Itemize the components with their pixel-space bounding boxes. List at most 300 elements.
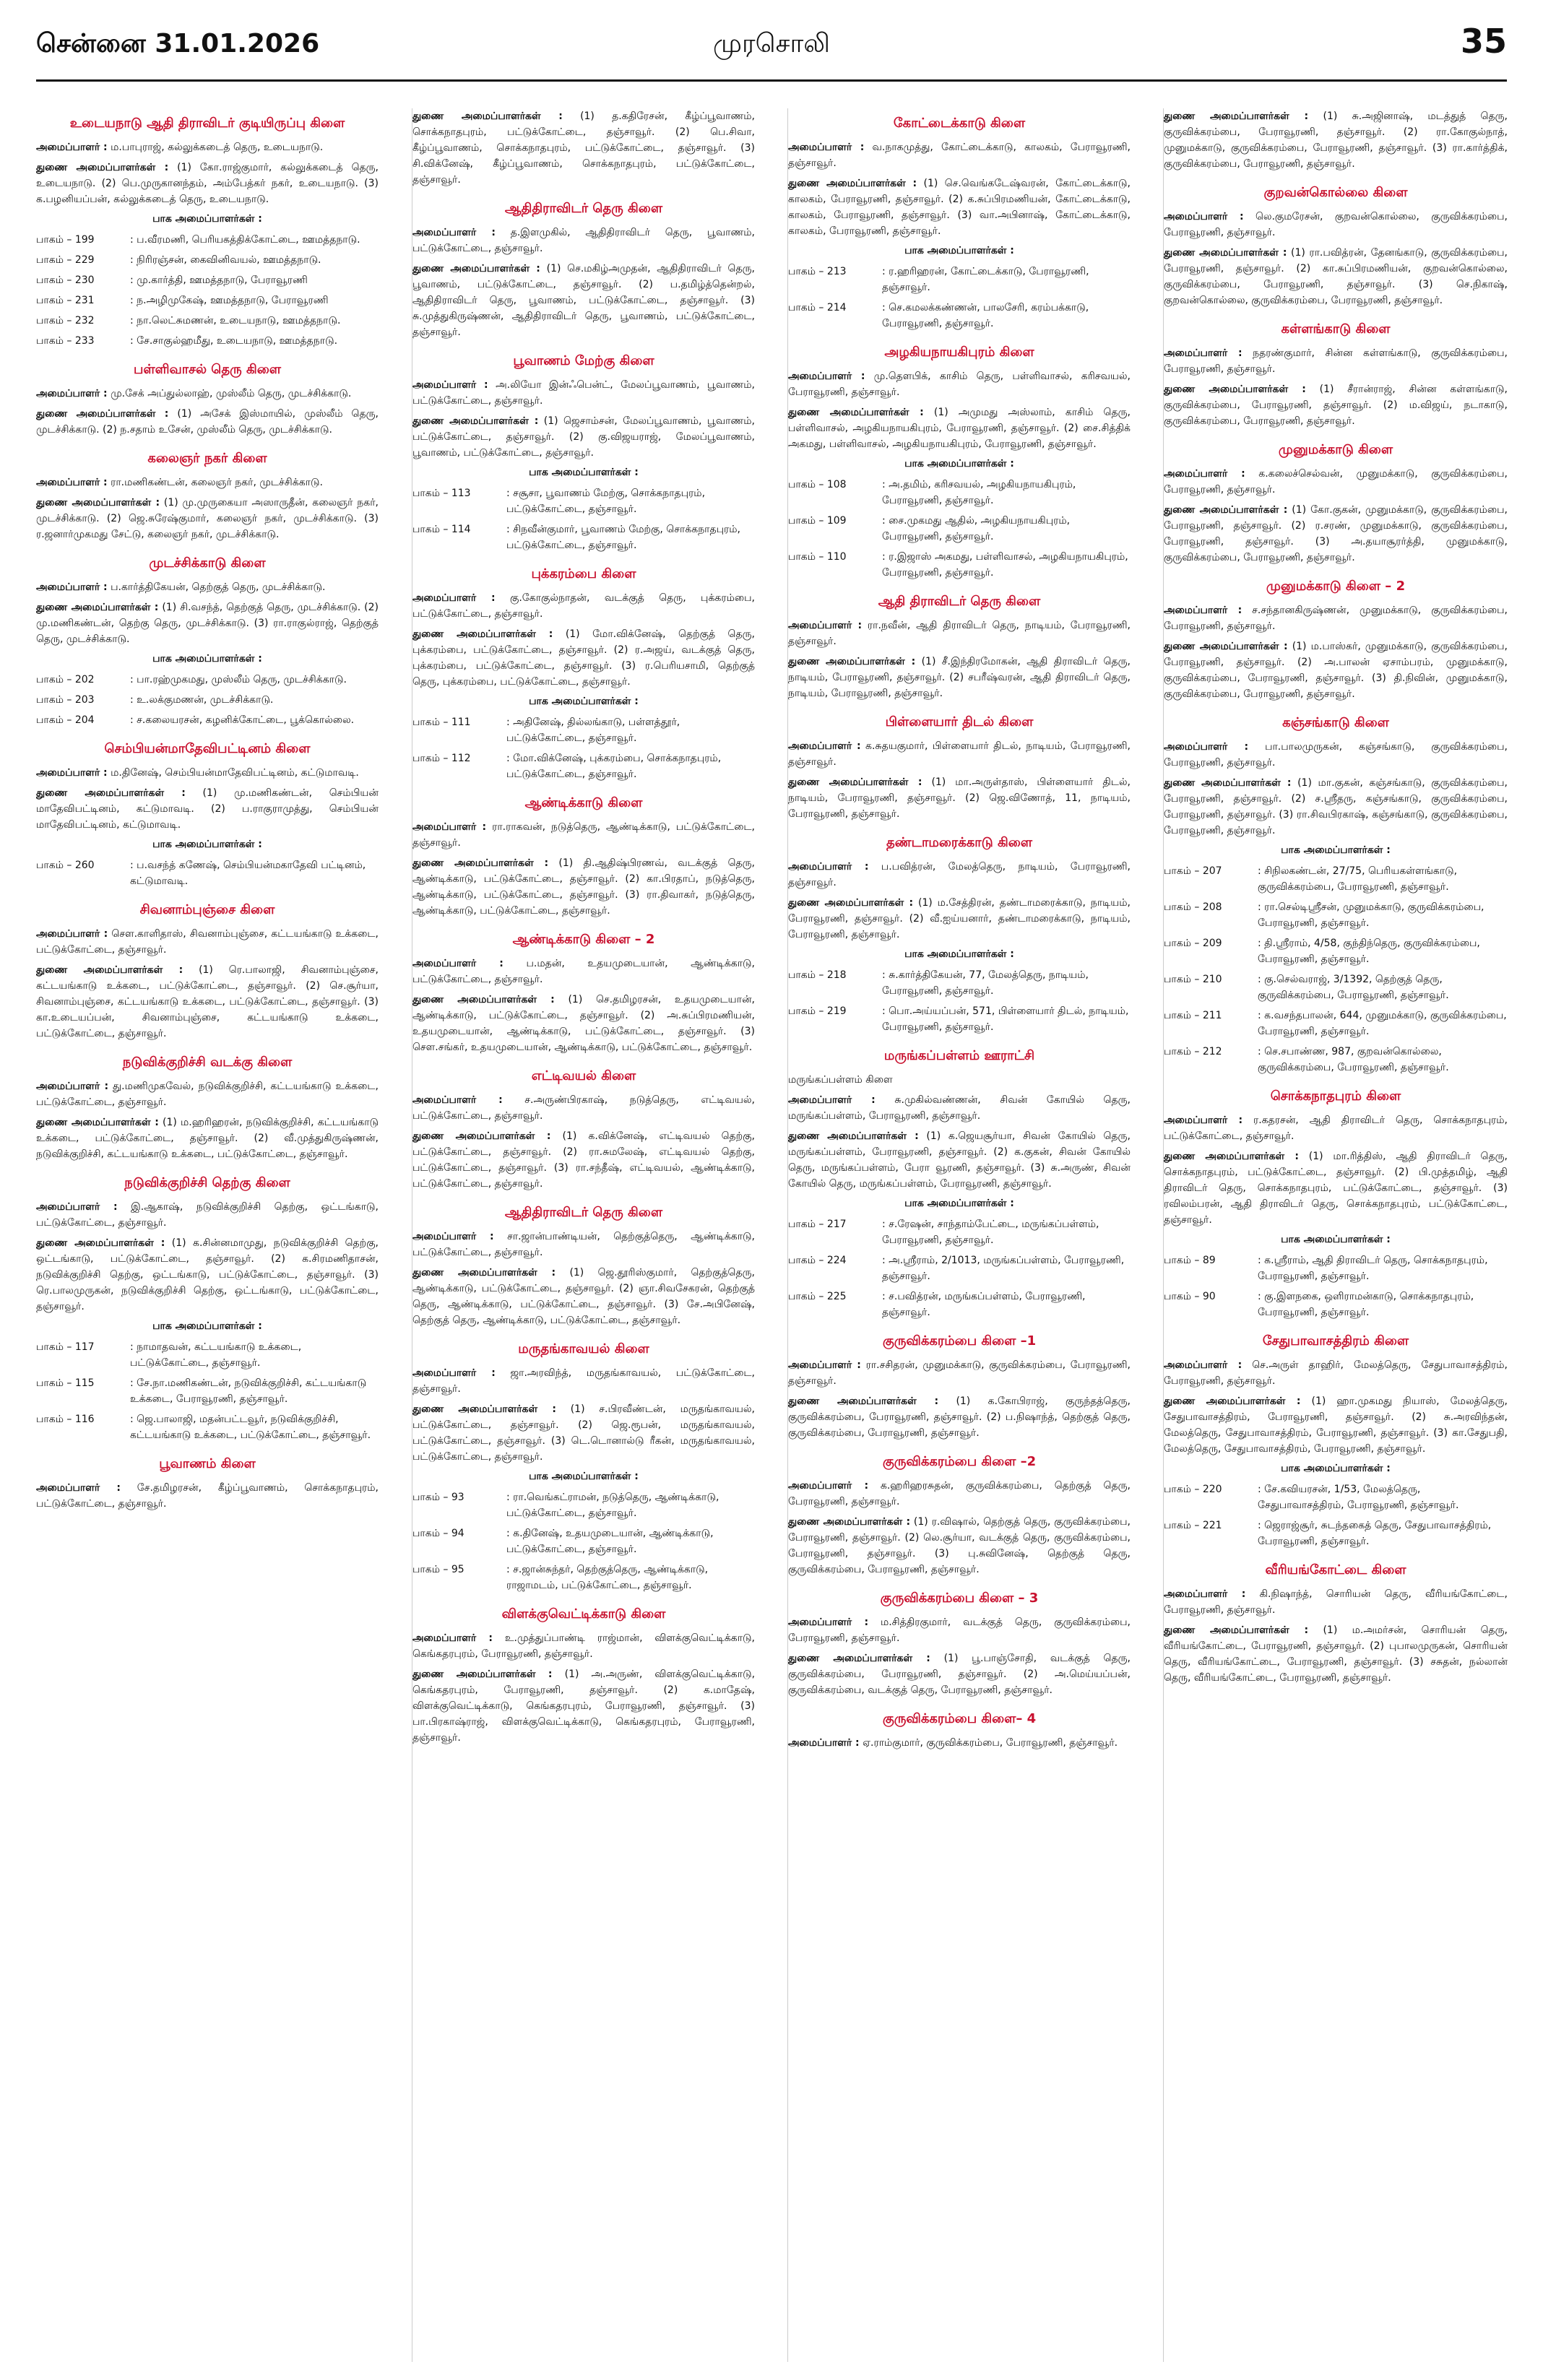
branch-title: எட்டிவயல் கிளை [531, 1068, 636, 1083]
section-number: பாகம் – 203 [36, 694, 95, 706]
section-organizers-heading: பாக அமைப்பாளர்கள் : [1281, 844, 1391, 856]
branch-section [788, 345, 1131, 581]
section-organizers-heading: பாக அமைப்பாளர்கள் : [904, 458, 1014, 469]
organizer-line [788, 738, 1131, 770]
columns-container [36, 108, 1507, 2362]
section-organizer-name: : க.வசந்தபாலன், 644, முனுமக்காடு, குருவிக்கரம்பை, பேராவூரணி, தஞ்சாவூர். [1258, 1010, 1507, 1037]
branch-title: முனுமக்காடு கிளை – 2 [1266, 579, 1406, 594]
deputy-text: (1) பூ.பாஞ்சோதி, வடக்குத் தெரு, குருவிக்கரம்பை, பேராவூரணி, தஞ்சாவூர். (2) அ.மெய்யப்பன், குருவிக்கரம்பை, வடக்குத் தெரு, பேராவூரணி, தஞ்சாவூர். [788, 1653, 1131, 1696]
deputy-organizers-line [412, 1666, 755, 1746]
deputy-organizers-line [412, 626, 755, 690]
branch-section [36, 116, 379, 349]
section-organizer-name: : ர.ஹரிஹரன், கோட்டைக்காடு, பேராவூரணி, தஞ்சாவூர். [882, 266, 1089, 293]
section-organizer-row [788, 967, 1131, 999]
deputy-label: துணை அமைப்பாளர்கள் : [1164, 247, 1287, 259]
organizer-text: க.சுதயகுமார், பிள்ளையார் திடல், நாடியம், பேராவூரணி, தஞ்சாவூர். [788, 740, 1131, 768]
section-organizer-row [412, 522, 755, 553]
section-organizer-row [412, 1489, 755, 1521]
deputy-organizers-line [788, 895, 1131, 943]
organizer-line [1164, 345, 1508, 377]
organizer-label: அமைப்பாளர் : [788, 861, 869, 873]
branch-section [1164, 108, 1508, 172]
organizer-line [412, 377, 755, 409]
branch-section [788, 1048, 1131, 1320]
deputy-label: துணை அமைப்பாளர்கள் : [412, 628, 553, 640]
branch-section [36, 555, 379, 728]
organizer-text: ரா.மணிகண்டன், கலைஞர் நகர், முடச்சிக்காடு. [111, 477, 323, 488]
deputy-label: துணை அமைப்பாளர்கள் : [412, 994, 555, 1005]
deputy-organizers-line [1164, 381, 1508, 429]
section-number: பாகம் – 230 [36, 274, 95, 286]
section-organizer-name: : ஜெ.பாலாஜி, மதன்பட்டவூர், நடுவிக்குறிச்சி, கட்டயங்காடு உக்கடை, பட்டுக்கோட்டை, தஞ்சாவூர். [130, 1414, 371, 1441]
section-organizer-name: : சே.நா.மணிகண்டன், நடுவிக்குறிச்சி, கட்டயங்காடு உக்கடை, பேராவூரணி, தஞ்சாவூர். [130, 1377, 367, 1405]
branch-title: ஆதிதிராவிடர் தெரு கிளை [504, 1205, 663, 1220]
section-organizer-name: : ரா.வெங்கட்ராமன், நடுத்தெரு, ஆண்டிக்காடு, பட்டுக்கோட்டை, தஞ்சாவூர். [506, 1492, 719, 1519]
organizer-text: க.கலைச்செல்வன், முனுமக்காடு, குருவிக்கரம்பை, பேராவூரணி, தஞ்சாவூர். [1164, 468, 1508, 496]
organizer-line [1164, 466, 1508, 498]
deputy-label: துணை அமைப்பாளர்கள் : [412, 1669, 553, 1680]
organizer-text: வ.நாகமுத்து, கோட்டைக்காடு, காலகம், பேராவூரணி, தஞ்சாவூர். [788, 142, 1131, 169]
section-organizer-name: : க.ஸ்ரீராம், ஆதி திராவிடர் தெரு, சொக்கநாதபுரம், பேராவூரணி, தஞ்சாவூர். [1258, 1255, 1488, 1282]
column-2 [412, 108, 755, 2362]
section-organizer-name: : க.தினேஷ், உதயமுடையான், ஆண்டிக்காடு, பட்டுக்கோட்டை, தஞ்சாவூர். [506, 1528, 714, 1555]
section-organizer-row [1164, 1252, 1508, 1284]
branch-section [36, 362, 379, 438]
deputy-label: துணை அமைப்பாளர்கள் : [1164, 641, 1288, 652]
section-organizer-name: : சே.கவியரசன், 1/53, மேலத்தெரு, சேதுபாவாசத்திரம், பேராவூரணி, தஞ்சாவூர். [1258, 1484, 1459, 1511]
organizer-line [788, 859, 1131, 891]
organizer-line [36, 579, 379, 595]
branch-title: நடுவிக்குறிச்சி வடக்கு கிளை [122, 1055, 293, 1070]
section-number: பாகம் – 229 [36, 254, 95, 266]
organizer-label: அமைப்பாளர் : [1164, 1359, 1242, 1371]
organizer-line [412, 1630, 755, 1662]
deputy-text: (1) தி.ஆதிஷ்பிரணவ், வடக்குத் தெரு, ஆண்டிக்காடு, பட்டுக்கோட்டை, தஞ்சாவூர். (2) கா.பிரதாப், நடுத்தெரு, ஆண்டிக்காடு, பட்டுக்கோட்டை, தஞ்சாவூர். (3) ரா.திவாகர், நடுத்தெரு, ஆண்டிக்காடு, பட்டுக்கோட்டை, தஞ்சாவூர். [412, 857, 755, 917]
branch-title: பிள்ளையார் திடல் கிளை [885, 714, 1034, 730]
deputy-text: (1) ம.அமர்சன், சொரியன் தெரு, வீரியங்கோட்டை, பேராவூரணி, தஞ்சாவூர். (2) புபாலமுருகன், சொரியன் தெரு, வீரியங்கோட்டை, பேராவூரணி, தஞ்சாவூர். (3) சசுதன், நல்லான் தெரு, வீரியங்கோட்டை, பேராவூரணி, தஞ்சாவூர். [1164, 1624, 1508, 1684]
branch-subtitle: மருங்கப்பள்ளம் கிளை [788, 1074, 893, 1086]
branch-section [1164, 185, 1508, 308]
section-organizer-name: : ச.ஜான்சுந்தர், தெற்குத்தெரு, ஆண்டிக்காடு, ராஜாமடம், பட்டுக்கோட்டை, தஞ்சாவூர். [506, 1564, 709, 1591]
organizer-label: அமைப்பாளர் : [1164, 347, 1242, 359]
organizer-text: ச.சந்தானகிருஷ்ணன், முனுமக்காடு, குருவிக்கரம்பை, பேராவூரணி, தஞ்சாவூர். [1164, 605, 1508, 632]
section-organizer-name: : மு.கார்த்தி, ஊமத்தநாடு, பேராவூரணி [130, 274, 308, 286]
section-organizers-heading: பாக அமைப்பாளர்கள் : [529, 1471, 639, 1482]
organizer-line [36, 1199, 379, 1231]
section-organizer-name: : பா.ரஹ்முகமது, முஸ்லீம் தெரு, முடச்சிக்காடு. [130, 674, 347, 685]
section-organizers-heading: பாக அமைப்பாளர்கள் : [1281, 1234, 1391, 1245]
section-organizer-row [36, 333, 379, 349]
deputy-text: (1) சு.அஜினாஷ், மடத்துத் தெரு, குருவிக்கரம்பை, பேராவூரணி, தஞ்சாவூர். (2) ரா.கோகுல்நாத், முனுமக்காடு, குருவிக்கரம்பை, பேராவூரணி, தஞ்சாவூர். (3) ரா.கார்த்திக், குருவிக்கரம்பை, பேராவூரணி, தஞ்சாவூர். [1164, 111, 1508, 170]
section-organizer-row [412, 1526, 755, 1557]
deputy-text: (1) க.ஜெயசூர்யா, சிவன் கோயில் தெரு, மருங்கப்பள்ளம், பேராவூரணி, தஞ்சாவூர். (2) க.குகன், சிவன் கோயில் தெரு, மருங்கப்பள்ளம், பேரா வூரணி, தஞ்சாவூர். (3) சு.அருண், சிவன் கோயில் தெரு, மருங்கப்பள்ளம், பேராவூரணி, தஞ்சாவூர். [788, 1130, 1131, 1190]
section-organizer-name: : ஜெராஜ்சூர், சுடந்தகைத் தெரு, சேதுபாவாசத்திரம், பேராவூரணி, தஞ்சாவூர். [1258, 1520, 1492, 1547]
section-organizer-row [36, 232, 379, 248]
organizer-line [36, 386, 379, 402]
organizer-label: அமைப்பாளர் : [1164, 1115, 1243, 1126]
organizer-label: அமைப்பாளர் : [788, 1359, 861, 1371]
branch-section [1164, 715, 1508, 1076]
section-organizers-heading: பாக அமைப்பாளர்கள் : [152, 839, 262, 850]
organizer-line [788, 1092, 1131, 1124]
organizer-text: த.இளமுகில், ஆதிதிராவிடர் தெரு, பூவாணம், பட்டுக்கோட்டை, தஞ்சாவூர். [412, 227, 755, 254]
section-number: பாகம் – 208 [1164, 901, 1222, 913]
organizer-line [788, 1478, 1131, 1510]
organizer-text: இ.ஆகாஷ், நடுவிக்குறிச்சி தெற்கு, ஒட்டங்காடு, பட்டுக்கோட்டை, தஞ்சாவூர். [36, 1201, 379, 1229]
deputy-organizers-line [1164, 502, 1508, 566]
deputy-text: (1) அசேக் இஸ்மாயில், முஸ்லீம் தெரு, முடச்சிக்காடு. (2) ந.சதாம் உசேன், முஸ்லீம் தெரு, முடச்சிக்காடு. [36, 408, 379, 436]
deputy-label: துணை அமைப்பாளர்கள் : [788, 178, 917, 189]
deputy-text: (1) த.கதிரேசன், கீழ்ப்பூவாணம், சொக்கநாதபுரம், பட்டுக்கோட்டை, தஞ்சாவூர். (2) பெ.சிவா, கீழ்ப்பூவாணம், சொக்கநாதபுரம், பட்டுக்கோட்டை, தஞ்சாவூர். (3) சி.விக்னேஷ், கீழ்ப்பூவாணம், சொக்கநாதபுரம், பட்டுக்கோட்டை, தஞ்சாவூர். [412, 111, 755, 186]
deputy-label: துணை அமைப்பாளர்கள் : [1164, 777, 1292, 789]
organizer-line [1164, 739, 1508, 771]
deputy-label: துணை அமைப்பாளர்கள் : [788, 407, 924, 418]
section-organizer-row [788, 513, 1131, 545]
organizer-text: சா.ஜான்பாண்டியன், தெற்குத்தெரு, ஆண்டிக்காடு, பட்டுக்கோட்டை, தஞ்சாவூர். [412, 1231, 755, 1258]
deputy-label: துணை அமைப்பாளர்கள் : [36, 1117, 159, 1128]
section-number: பாகம் – 217 [788, 1219, 847, 1230]
deputy-text: (1) க.விக்னேஷ், எட்டிவயல் தெற்கு, பட்டுக்கோட்டை, தஞ்சாவூர். (2) ரா.சுமலேஷ், எட்டிவயல் தெற்கு, பட்டுக்கோட்டை, தஞ்சாவூர். (3) ரா.சந்தீஷ், எட்டிவயல், ஆண்டிக்காடு, பட்டுக்கோட்டை, தஞ்சாவூர். [412, 1130, 755, 1190]
section-number: பாகம் – 260 [36, 860, 95, 871]
branch-title: வீரியங்கோட்டை கிளை [1265, 1562, 1406, 1578]
section-organizer-row [412, 750, 755, 782]
section-organizer-row [788, 549, 1131, 581]
organizer-text: பா.பாலமுருகன், கஞ்சங்காடு, குருவிக்கரம்பை, பேராவூரணி, தஞ்சாவூர். [1164, 741, 1508, 769]
organizer-label: அமைப்பாளர் : [36, 1482, 121, 1494]
masthead [36, 22, 1507, 72]
organizer-text: ஏ.ராம்குமார், குருவிக்கரம்பை, பேராவூரணி, தஞ்சாவூர். [863, 1737, 1118, 1749]
organizer-label: அமைப்பாளர் : [1164, 741, 1249, 753]
organizer-text: து.மணிமுகவேல், நடுவிக்குறிச்சி, கட்டயங்காடு உக்கடை, பட்டுக்கோட்டை, தஞ்சாவூர். [36, 1081, 379, 1108]
organizer-line [36, 475, 379, 490]
section-number: பாகம் – 110 [788, 551, 847, 563]
organizer-label: அமைப்பாளர் : [412, 958, 503, 969]
organizer-text: சு.முகில்வண்ணன், சிவன் கோயில் தெரு, மருங்கப்பள்ளம், பேராவூரணி, தஞ்சாவூர். [788, 1094, 1131, 1122]
branch-title: குருவிக்கரம்பை கிளை – 3 [880, 1591, 1039, 1606]
deputy-organizers-line [788, 774, 1131, 822]
section-organizer-row [1164, 1518, 1508, 1549]
deputy-label: துணை அமைப்பாளர்கள் : [788, 1653, 930, 1664]
branch-title: சொக்கநாதபுரம் கிளை [1270, 1089, 1401, 1104]
section-organizer-row [788, 1252, 1131, 1284]
deputy-label: துணை அமைப்பாளர்கள் : [412, 415, 539, 427]
deputy-organizers-line [1164, 1393, 1508, 1457]
section-organizer-row [36, 272, 379, 288]
branch-title: குருவிக்கரம்பை கிளை –1 [882, 1333, 1037, 1349]
branch-section [412, 1341, 755, 1593]
edition-date: சென்னை 31.01.2026 [36, 29, 320, 59]
section-organizers-heading: பாக அமைப்பாளர்கள் : [152, 653, 262, 665]
section-organizer-name: : நா.லெட்சுமணன், உடையநாடு, ஊமத்தநாடு. [130, 315, 341, 326]
deputy-label: துணை அமைப்பாளர்கள் : [36, 964, 183, 976]
deputy-text: (1) மோ.விக்னேஷ், தெற்குத் தெரு, புக்கரம்பை, பட்டுக்கோட்டை, தஞ்சாவூர். (2) ர.அஜய், வடக்குத் தெரு, புக்கரம்பை, பட்டுக்கோட்டை, தஞ்சாவூர். (3) ர.பெரியசாமி, தெற்குத் தெரு, புக்கரம்பை, பட்டுக்கோட்டை, தஞ்சாவூர். [412, 628, 755, 688]
deputy-organizers-line [1164, 1622, 1508, 1686]
section-organizer-row [788, 1289, 1131, 1320]
deputy-text: (1) சீரான்ராஜ், சின்ன கள்ளங்காடு, குருவிக்கரம்பை, பேராவூரணி, தஞ்சாவூர். (2) ம.விஜய், நடாகாடு, குருவிக்கரம்பை, பேராவூரணி, தஞ்சாவூர். [1164, 384, 1508, 427]
organizer-line [36, 926, 379, 958]
deputy-text: (1) செ.மகிழ்அமுதன், ஆதிதிராவிடர் தெரு, பூவாணம், பட்டுக்கோட்டை, தஞ்சாவூர். (2) ப.தமிழ்த்தென்றல், ஆதிதிராவிடர் தெரு, பூவாணம், பட்டுக்கோட்டை, தஞ்சாவூர். (3) சு.முத்துகிருஷ்ணன், ஆதிதிராவிடர் தெரு, பூவாணம், பட்டுக்கோட்டை, தஞ்சாவூர். [412, 263, 755, 338]
organizer-text: மு.தெளபிக், காசிம் தெரு, பள்ளிவாசல், கரிசவயல், பேராவூரணி, தஞ்சாவூர். [788, 371, 1131, 398]
section-organizers-heading: பாக அமைப்பாளர்கள் : [529, 467, 639, 478]
deputy-organizers-line [36, 600, 379, 647]
section-organizer-name: : சிநவீன்குமார், பூவாணம் மேற்கு, சொக்கநாதபுரம், பட்டுக்கோட்டை, தஞ்சாவூர். [506, 524, 740, 551]
deputy-organizers-line [36, 962, 379, 1042]
branch-section [788, 1454, 1131, 1578]
organizer-label: அமைப்பாளர் : [1164, 1588, 1246, 1600]
column-3 [787, 108, 1131, 2362]
section-organizer-name: : மோ.விக்னேஷ், புக்கரம்பை, சொக்கநாதபுரம், பட்டுக்கோட்டை, தஞ்சாவூர். [506, 753, 722, 780]
organizer-label: அமைப்பாளர் : [412, 1094, 503, 1106]
section-organizer-row [412, 714, 755, 746]
section-number: பாகம் – 225 [788, 1291, 847, 1302]
branch-section [1164, 1089, 1508, 1320]
deputy-text: (1) செ.வெங்கடேஷ்வரன், கோட்டைக்காடு, காலகம், பேராவூரணி, தஞ்சாவூர். (2) க.சுப்பிரமணியன், கோட்டைக்காடு, காலகம், பேராவூரணி, தஞ்சாவூர். (3) வா.அபினாஷ், கோட்டைக்காடு, காலகம், பேராவூரணி, தஞ்சாவூர். [788, 178, 1131, 237]
branch-title: பூவாணம் கிளை [159, 1456, 256, 1471]
organizer-text: லெ.குமரேசன், குறவன்கொல்லை, குருவிக்கரம்பை, பேராவூரணி, தஞ்சாவூர். [1164, 211, 1508, 238]
branch-section [412, 932, 755, 1055]
branch-title: அழகியநாயகிபுரம் கிளை [884, 345, 1034, 360]
branch-title: குருவிக்கரம்பை கிளை –2 [882, 1454, 1037, 1469]
deputy-organizers-line [412, 1128, 755, 1192]
section-number: பாகம் – 115 [36, 1377, 95, 1389]
branch-section [412, 566, 755, 782]
branch-section [36, 1175, 379, 1443]
column-1 [36, 108, 379, 2362]
organizer-line [36, 1078, 379, 1110]
deputy-organizers-line [1164, 245, 1508, 308]
section-number: பாகம் – 204 [36, 714, 95, 726]
organizer-label: அமைப்பாளர் : [412, 821, 487, 833]
organizer-line [412, 590, 755, 622]
organizer-label: அமைப்பாளர் : [36, 388, 108, 399]
organizer-line [788, 368, 1131, 400]
deputy-label: துணை அமைப்பாளர்கள் : [1164, 111, 1309, 122]
section-organizer-name: : ச.பவித்ரன், மருங்கப்பள்ளம், பேராவூரணி, தஞ்சாவூர். [882, 1291, 1086, 1318]
branch-title: மருதங்காவயல் கிளை [518, 1341, 649, 1356]
section-organizers-heading: பாக அமைப்பாளர்கள் : [904, 948, 1014, 960]
branch-title: சேதுபாவாசத்திரம் கிளை [1262, 1333, 1409, 1349]
deputy-label: துணை அமைப்பாளர்கள் : [788, 1516, 911, 1528]
deputy-organizers-line [36, 160, 379, 207]
deputy-organizers-line [788, 1393, 1131, 1441]
section-organizer-row [1164, 972, 1508, 1003]
organizer-text: க.ஹரிஹரசுதன், குருவிக்கரம்பை, தெற்குத் தெரு, பேராவூரணி, தஞ்சாவூர். [788, 1480, 1131, 1507]
section-organizer-row [1164, 1008, 1508, 1039]
section-number: பாகம் – 220 [1164, 1484, 1222, 1495]
organizer-line [412, 1229, 755, 1260]
section-number: பாகம் – 113 [412, 488, 471, 499]
section-organizer-row [36, 692, 379, 708]
deputy-label: துணை அமைப்பாளர்கள் : [36, 408, 169, 420]
branch-section [412, 1068, 755, 1192]
deputy-organizers-line [1164, 108, 1508, 172]
organizer-label: அமைப்பாளர் : [412, 227, 496, 238]
deputy-label: துணை அமைப்பாளர்கள் : [412, 1267, 556, 1278]
section-organizers-heading: பாக அமைப்பாளர்கள் : [529, 696, 639, 707]
deputy-label: துணை அமைப்பாளர்கள் : [412, 1130, 551, 1142]
deputy-text: (1) சி.வசந்த், தெற்குத் தெரு, முடச்சிக்காடு. (2) மு.மணிகண்டன், தெற்கு தெரு, முடச்சிக்காடு. (3) ரா.ராகுல்ராஜ், தெற்குத் தெரு, முடச்சிக்காடு. [36, 602, 379, 645]
section-organizer-name: : செ.கமலக்கண்ணன், பாலசேரி, கரம்பக்காடு, பேராவூரணி, தஞ்சாவூர். [882, 302, 1089, 329]
organizer-text: கு.கோகுல்நாதன், வடக்குத் தெரு, புக்கரம்பை, பட்டுக்கோட்டை, தஞ்சாவூர். [412, 592, 755, 620]
organizer-line [1164, 1586, 1508, 1618]
organizer-text: சே.தமிழரசன், கீழ்ப்பூவாணம், சொக்கநாதபுரம், பட்டுக்கோட்டை, தஞ்சாவூர். [36, 1482, 379, 1510]
branch-section [36, 741, 379, 889]
organizer-label: அமைப்பாளர் : [412, 379, 488, 391]
organizer-text: ம.சித்திரகுமார், வடக்குத் தெரு, குருவிக்கரம்பை, பேராவூரணி, தஞ்சாவூர். [788, 1617, 1131, 1644]
branch-section [412, 1205, 755, 1328]
organizer-label: அமைப்பாளர் : [788, 1094, 876, 1106]
deputy-organizers-line [788, 654, 1131, 701]
section-organizer-name: : கு.இளநகை, ஒளிராமன்காடு, சொக்கநாதபுரம், பேராவூரணி, தஞ்சாவூர். [1258, 1291, 1474, 1318]
deputy-organizers-line [412, 855, 755, 919]
section-number: பாகம் – 199 [36, 234, 95, 246]
organizer-line [36, 1480, 379, 1512]
section-number: பாகம் – 218 [788, 969, 847, 981]
section-organizer-row [788, 1216, 1131, 1248]
section-organizers-heading: பாக அமைப்பாளர்கள் : [152, 213, 262, 225]
deputy-text: (1) ரெ.பாலாஜி, சிவனாம்புஞ்சை, கட்டயங்காடு உக்கடை, பட்டுக்கோட்டை, தஞ்சாவூர். (2) செ.சூர்யா, சிவனாம்புஞ்சை, கட்டயங்காடு உக்கடை, பட்டுக்கோட்டை, தஞ்சாவூர். (3) கா.உடையப்பன், சிவனாம்புஞ்சை, கட்டயங்காடு உக்கடை, பட்டுக்கோட்டை, தஞ்சாவூர். [36, 964, 379, 1039]
organizer-text: உ.முத்துப்பாண்டி ராஜ்மான், விளக்குவெட்டிக்காடு, கெங்கதரபுரம், பேராவூரணி, தஞ்சாவூர். [412, 1632, 755, 1660]
organizer-line [788, 1614, 1131, 1646]
section-number: பாகம் – 213 [788, 266, 847, 277]
organizer-text: ரா.ராகவன், நடுத்தெரு, ஆண்டிக்காடு, பட்டுக்கோட்டை, தஞ்சாவூர். [412, 821, 755, 849]
deputy-text: (1) க.சின்னமாமுது, நடுவிக்குறிச்சி தெற்கு, ஒட்டங்காடு, பட்டுக்கோட்டை, தஞ்சாவூர். (2) க.சிரமணிதாசன், நடுவிக்குறிச்சி தெற்கு, ஒட்டங்காடு, பட்டுக்கோட்டை, தஞ்சாவூர். (3) ரெ.பாலமுருகன், நடுவிக்குறிச்சி தெற்கு, ஒட்டங்காடு, பட்டுக்கோட்டை, தஞ்சாவூர். [36, 1237, 379, 1312]
section-organizer-row [1164, 1044, 1508, 1076]
organizer-text: ஜா.அரவிந்த், மருதங்காவயல், பட்டுக்கோட்டை, தஞ்சாவூர். [412, 1367, 755, 1395]
branch-section [36, 1456, 379, 1512]
branch-section [788, 1711, 1131, 1751]
section-organizer-row [36, 857, 379, 889]
deputy-label: துணை அமைப்பாளர்கள் : [788, 897, 914, 909]
branch-section [788, 835, 1131, 1035]
section-number: பாகம் – 89 [1164, 1255, 1216, 1266]
section-organizer-name: : செ.சபாண்ண, 987, குறவன்கொல்லை, குருவிக்கரம்பை, பேராவூரணி, தஞ்சாவூர். [1258, 1046, 1449, 1073]
deputy-text: (1) மு.முருகையா அஸாருதீன், கலைஞர் நகர், முடச்சிக்காடு. (2) ஜெ.சுரேஷ்குமார், கலைஞர் நகர், முடச்சிக்காடு. (3) ர.ஜனார்முகமது சேட்டு, கலைஞர் நகர், முடச்சிக்காடு. [36, 497, 379, 540]
branch-section [412, 1606, 755, 1746]
section-organizer-name: : ப.வசந்த் கணேஷ், செம்பியன்மகாதேவி பட்டினம், கட்டுமாவடி. [130, 860, 366, 887]
section-number: பாகம் – 212 [1164, 1046, 1222, 1057]
deputy-organizers-line [36, 495, 379, 542]
organizer-label: அமைப்பாளர் : [788, 740, 861, 752]
deputy-label: துணை அமைப்பாளர்கள் : [788, 776, 922, 788]
deputy-organizers-line [788, 404, 1131, 452]
section-organizer-name: : கு.செல்வராஜ், 3/1392, தெற்குத் தெரு, குருவிக்கரம்பை, பேராவூரணி, தஞ்சாவூர். [1258, 974, 1449, 1001]
deputy-text: (1) மா.குகன், கஞ்சங்காடு, குருவிக்கரம்பை, பேராவூரணி, தஞ்சாவூர். (2) ச.ஸ்ரீதரு, கஞ்சங்காடு, குருவிக்கரம்பை, பேராவூரணி, தஞ்சாவூர். (3) ரா.சிவபிரகாஷ், கஞ்சங்காடு, குருவிக்கரம்பை, பேராவூரணி, தஞ்சாவூர். [1164, 777, 1508, 836]
branch-title: கலைஞர் நகர் கிளை [147, 451, 267, 466]
section-number: பாகம் – 108 [788, 479, 847, 490]
deputy-organizers-line [36, 406, 379, 438]
section-number: பாகம் – 93 [412, 1492, 464, 1503]
deputy-text: (1) கோ.குகன், முனுமக்காடு, குருவிக்கரம்பை, பேராவூரணி, தஞ்சாவூர். (2) ர.சரண், முனுமக்காடு, குருவிக்கரம்பை, பேராவூரணி, தஞ்சாவூர். (3) அ.தயாசூரர்த்தி, முனுமக்காடு, குருவிக்கரம்பை, பேராவூரணி, தஞ்சாவூர். [1164, 504, 1508, 563]
section-organizer-name: : சசூசா, பூவாணம் மேற்கு, சொக்கநாதபுரம், பட்டுக்கோட்டை, தஞ்சாவூர். [506, 488, 706, 515]
section-organizer-row [788, 264, 1131, 295]
section-number: பாகம் – 116 [36, 1414, 95, 1425]
organizer-line [1164, 602, 1508, 634]
branch-title: கோட்டைக்காடு கிளை [893, 116, 1026, 131]
branch-section [412, 201, 755, 340]
branch-title: குருவிக்கரம்பை கிளை– 4 [882, 1711, 1037, 1726]
section-organizer-row [36, 672, 379, 688]
deputy-label: துணை அமைப்பாளர்கள் : [1164, 1151, 1299, 1162]
deputy-text: (1) ம.சேத்திரன், தண்டாமரைக்காடு, நாடியம், பேராவூரணி, தஞ்சாவூர். (2) வீ.ஐய்யனார், தண்டாமரைக்காடு, நாடியம், பேராவூரணி, தஞ்சாவூர். [788, 897, 1131, 940]
section-number: பாகம் – 112 [412, 753, 471, 764]
branch-section [788, 714, 1131, 822]
column-4 [1163, 108, 1508, 2362]
section-organizer-row [36, 1339, 379, 1371]
deputy-text: (1) மு.மணிகண்டன், செம்பியன் மாதேவிபட்டினம், கட்டுமாவடி. (2) ப.ராகுராமுத்து, செம்பியன் மாதேவிபட்டினம், கட்டுமாவடி. [36, 787, 379, 831]
branch-title: தண்டாமரைக்காடு கிளை [886, 835, 1032, 850]
section-organizers-heading: பாக அமைப்பாளர்கள் : [152, 1320, 262, 1332]
branch-section [36, 1055, 379, 1162]
deputy-text: (1) ம.பாஸ்கர், முனுமக்காடு, குருவிக்கரம்பை, பேராவூரணி, தஞ்சாவூர். (2) அ.பாலன் ஏசாம்பரம், முனுமக்காடு, குருவிக்கரம்பை, பேராவூரணி, தஞ்சாவூர். (3) தி.நிவின், முனுமக்காடு, குருவிக்கரம்பை, பேராவூரணி, தஞ்சாவூர். [1164, 641, 1508, 700]
branch-title: செம்பியன்மாதேவிபட்டினம் கிளை [104, 741, 311, 756]
section-number: பாகம் – 90 [1164, 1291, 1216, 1302]
section-number: பாகம் – 233 [36, 335, 95, 347]
deputy-organizers-line [788, 1514, 1131, 1578]
section-organizer-row [36, 1411, 379, 1443]
branch-section [412, 795, 755, 919]
organizer-text: மு.சேக் அப்துல்லாஹ், முஸ்லீம் தெரு, முடச்சிக்காடு. [111, 388, 352, 399]
branch-title: உடையநாடு ஆதி திராவிடர் குடியிருப்பு கிளை [69, 116, 345, 131]
deputy-text: (1) அமுமது அஸ்லாம், காசிம் தெரு, பள்ளிவாசல், அழகியநாயகிபுரம், பேராவூரணி, தஞ்சாவூர். (2) சை.சித்திக் அகமது, பள்ளிவாசல், அழகியநாயகிபுரம், பேராவூரணி, தஞ்சாவூர். [788, 407, 1131, 450]
organizer-text: அ.லியோ இன்ஃபென்ட், மேலப்பூவாணம், பூவாணம், பட்டுக்கோட்டை, தஞ்சாவூர். [412, 379, 755, 407]
section-organizer-name: : ப.வீரமணி, பெரியகத்திக்கோட்டை, ஊமத்தநாடு. [130, 234, 360, 246]
branch-section [36, 902, 379, 1042]
organizer-label: அமைப்பாளர் : [36, 928, 108, 940]
deputy-text: (1) மா.அருள்தாஸ், பிள்ளையார் திடல், நாடியம், பேராவூரணி, தஞ்சாவூர். (2) ஜெ.விணோத், 11, நாடியம், பேராவூரணி, தஞ்சாவூர். [788, 776, 1131, 820]
deputy-label: துணை அமைப்பாளர்கள் : [1164, 504, 1288, 516]
deputy-label: துணை அமைப்பாளர்கள் : [36, 602, 159, 613]
deputy-organizers-line [412, 261, 755, 340]
branch-title: ஆண்டிக்காடு கிளை – 2 [512, 932, 655, 947]
organizer-text: செ.அருள் தாஹிர், மேலத்தெரு, சேதுபாவாசத்திரம், பேராவூரணி, தஞ்சாவூர். [1164, 1359, 1508, 1387]
organizer-line [412, 1092, 755, 1124]
branch-section [788, 594, 1131, 701]
organizer-line [1164, 1357, 1508, 1389]
branch-section [788, 116, 1131, 332]
organizer-label: அமைப்பாளர் : [412, 1231, 494, 1242]
deputy-label: துணை அமைப்பாளர்கள் : [1164, 1395, 1301, 1407]
section-organizers-heading: பாக அமைப்பாளர்கள் : [1281, 1463, 1391, 1474]
page-number: 35 [1460, 22, 1507, 61]
section-number: பாகம் – 114 [412, 524, 471, 535]
deputy-organizers-line [788, 1128, 1131, 1192]
branch-title: கள்ளங்காடு கிளை [1281, 321, 1391, 337]
section-organizer-row [1164, 1289, 1508, 1320]
branch-title: நடுவிக்குறிச்சி தெற்கு கிளை [124, 1175, 290, 1190]
section-number: பாகம் – 221 [1164, 1520, 1222, 1531]
section-number: பாகம் – 210 [1164, 974, 1222, 985]
section-number: பாகம் – 231 [36, 295, 95, 306]
section-organizer-row [36, 1375, 379, 1407]
deputy-label: துணை அமைப்பாளர்கள் : [36, 1237, 165, 1249]
branch-title: புக்கரம்பை கிளை [531, 566, 636, 581]
organizer-line [1164, 1112, 1508, 1144]
section-organizer-row [1164, 863, 1508, 895]
deputy-text: (1) கோ.ராஜ்குமார், கல்லுக்கடைத் தெரு, உடையநாடு. (2) பெ.முருகானந்தம், அம்பேத்கர் நகர், உடையநாடு. (3) க.பழனியப்பன், கல்லுக்கடைத் தெரு, உடையநாடு. [36, 162, 379, 205]
deputy-organizers-line [1164, 639, 1508, 702]
organizer-label: அமைப்பாளர் : [788, 1617, 869, 1628]
organizer-label: அமைப்பாளர் : [412, 1632, 493, 1644]
section-organizers-heading: பாக அமைப்பாளர்கள் : [904, 1198, 1014, 1209]
section-number: பாகம் – 117 [36, 1341, 95, 1353]
deputy-label: துணை அமைப்பாளர்கள் : [412, 263, 540, 274]
organizer-label: அமைப்பாளர் : [788, 1737, 860, 1749]
organizer-line [788, 1735, 1131, 1751]
organizer-text: ம.தினேஷ், செம்பியன்மாதேவிபட்டினம், கட்டுமாவடி. [111, 767, 359, 779]
deputy-organizers-line [1164, 1148, 1508, 1228]
section-organizer-name: : ச.ரேஷன், சாந்தாம்பேட்டை, மருங்கப்பள்ளம், பேராவூரணி, தஞ்சாவூர். [882, 1219, 1099, 1246]
